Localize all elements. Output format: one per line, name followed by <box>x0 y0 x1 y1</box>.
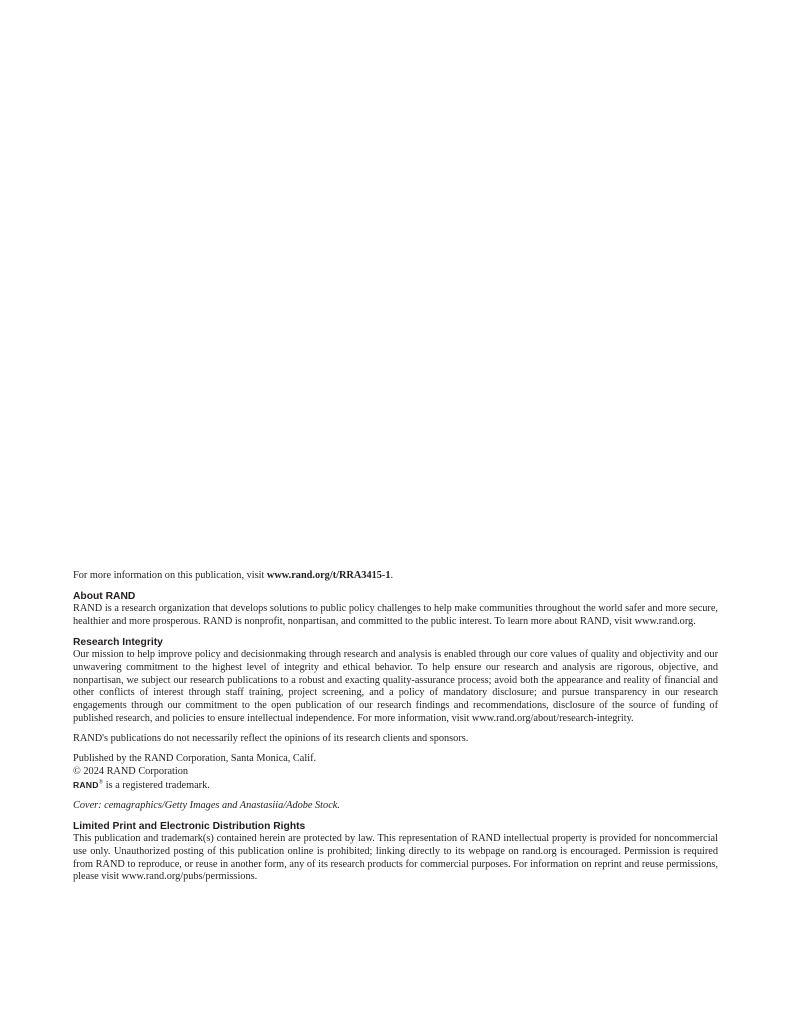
about-body: RAND is a research organization that develops solutions to public policy challenges to help make communities throughout the world safer and more secure, healthier and more prosperous. RAND is nonprofit, nonpartisan, and committed to the public interest. To learn more about RAND, visit www.rand.org. <box>73 602 718 627</box>
copyright-line: © 2024 RAND Corporation <box>73 765 189 777</box>
disclaimer: RAND's publications do not necessarily reflect the opinions of its research clients and sponsors. <box>73 733 469 745</box>
distribution-rights-body: This publication and trademark(s) contained herein are protected by law. This representation of RAND intellectual property is provided for noncommercial use only. Unauthorized posting of this publication online is prohibited; linking directly to its webpage on rand.org is encouraged. Permission is required from RAND to reproduce, or reuse in another form, any of its research products for commercial purposes. For information on reprint and reuse permissions, please visit www.rand.org/pubs/permissions. <box>73 832 718 883</box>
cover-credit: Cover: cemagraphics/Getty Images and Anastasiia/Adobe Stock. <box>73 799 340 811</box>
research-integrity-body: Our mission to help improve policy and decisionmaking through research and analysis is enabled through our core values of quality and objectivity and our unwavering commitment to the highest level of integrity and ethical behavior. To help ensure our research and analysis are rigorous, objective, and nonpartisan, we subject our research publications to a robust and exacting quality-assurance process; avoid both the appearance and reality of financial and other conflicts of interest through staff training, project screening, and a policy of mandatory disclosure; and pursue transparency in our research engagements through our commitment to the open publication of our research findings and recommendations, disclosure of the source of funding of published research, and policies to ensure intellectual independence. For more information, visit www.rand.org/about/research-integrity. <box>73 648 718 725</box>
rand-wordmark: RAND <box>73 779 99 790</box>
publisher-info <box>73 753 718 793</box>
about-heading: About RAND <box>73 590 136 602</box>
trademark-text: is a registered trademark. <box>103 779 210 791</box>
trademark-line <box>73 779 718 793</box>
info-prefix: For more information on this publication, visit <box>73 570 267 581</box>
info-line <box>73 570 718 583</box>
publication-url[interactable]: www.rand.org/t/RRA3415-1 <box>266 570 391 581</box>
distribution-rights-heading: Limited Print and Electronic Distribution Rights <box>73 820 306 832</box>
research-integrity-heading: Research Integrity <box>73 636 163 648</box>
registered-symbol: ® <box>98 779 104 786</box>
info-suffix: . <box>390 570 394 581</box>
copyright-page <box>73 570 718 891</box>
publisher-line: Published by the RAND Corporation, Santa Monica, Calif. <box>73 753 317 765</box>
